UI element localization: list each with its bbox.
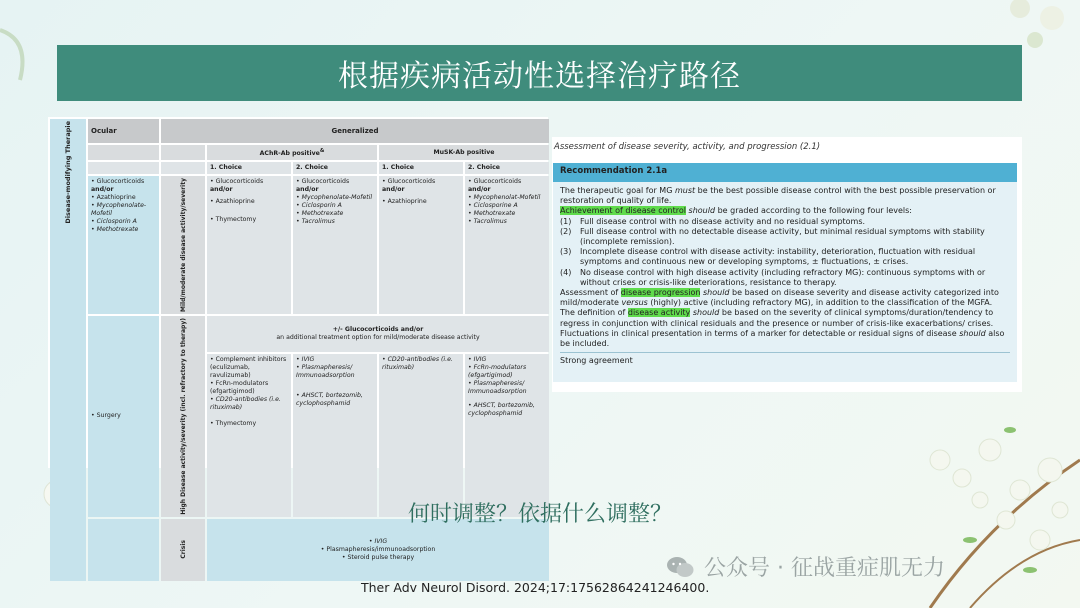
achr-mild-choice2 (293, 176, 377, 314)
text-span: should (685, 206, 716, 216)
mild-row-label: Mild/moderate disease activity/severity (179, 178, 187, 313)
level-4 (560, 268, 1010, 288)
text-span: versus (621, 298, 648, 308)
leaf-decoration-top-left (0, 20, 50, 100)
text-line: and/or (382, 186, 405, 194)
ocular-mild-cell (88, 176, 159, 314)
crisis-row-label-cell (161, 519, 205, 581)
level-text: Full disease control with no disease activity and no residual symptoms. (580, 216, 866, 226)
achr-high-choice1 (207, 354, 291, 516)
text-line: • Glucocorticoids (468, 178, 522, 186)
text-line: • Glucocorticoids (210, 178, 264, 186)
text-line: • Thymectomy (210, 420, 257, 428)
achr-sup: & (319, 148, 325, 154)
generalized-header: Generalized (161, 119, 549, 143)
ocular-header: Ocular (88, 119, 159, 143)
text-line: • CD20-antibodies (i.e. rituximab) (210, 396, 281, 412)
text-line: • Methotrexate (296, 210, 344, 218)
achr-choice2-header: 2. Choice (293, 162, 377, 174)
text-line: • Thymectomy (210, 216, 257, 224)
text-line: • AHSCT, bortezomib, cyclophosphamid (468, 402, 535, 418)
recommendation-panel (552, 137, 1022, 392)
musk-high-choice2 (465, 354, 549, 516)
text-line: • Mycophenolate-Mofetil (296, 194, 373, 202)
text-line: • CD20-antibodies (i.e. rituximab) (382, 356, 453, 372)
text-span: The definition of (560, 308, 628, 318)
musk-choice2-header: 2. Choice (465, 162, 549, 174)
text-line: • Plasmapheresis/ Immunoadsorption (296, 364, 355, 380)
musk-choice1-header: 1. Choice (379, 162, 463, 174)
text-span: also be included. (560, 328, 1005, 349)
recommendation-section-header: Assessment of disease severity, activity, and progression (2.1) (554, 142, 821, 152)
level-3 (560, 247, 1010, 267)
achr-choice1-header: 1. Choice (207, 162, 291, 174)
achr-high-choice2 (293, 354, 377, 516)
highlighted-text: disease activity (627, 308, 691, 318)
text-line: • Mycophenolate-Mofetil (91, 202, 147, 218)
text-span: must (674, 186, 696, 195)
text-span: be based on the severity of clinical symptoms/duration/tendency to regress in conjunction with clinical residuals and the presence or number of crisis-like exacerbations/ crises. Fluctuations in clinical presentation in terms of a marker for detectable or residual signs of disease (560, 308, 994, 338)
level-2 (560, 227, 1010, 247)
recommendation-title: Recommendation 2.1a (553, 163, 1017, 182)
rec-paragraph-1 (560, 186, 1010, 206)
recommendation-box (553, 163, 1017, 382)
musk-header: MuSK-Ab positive (379, 145, 549, 160)
text-line: and/or (468, 186, 491, 194)
text-line: • IVIG (368, 537, 388, 545)
level-text: Incomplete disease control with disease activity: instability, deterioration, fluctuation with residual symptoms and continuous new or developing symptoms, ± fluctuations, ± crises. (580, 247, 976, 267)
text-span: should (690, 308, 720, 318)
text-line: • Azathioprine (91, 194, 136, 202)
text-line: • Azathioprine (382, 198, 427, 206)
text-line: • Steroid pulse therapy (341, 553, 415, 561)
text-line: and/or (210, 186, 233, 194)
high-row-label-cell (161, 316, 205, 517)
side-label-cell (50, 119, 86, 581)
slide-question: 何时调整？依据什么调整？ (407, 502, 672, 527)
text-line: • Plasmapheresis/ Immunoadsorption (468, 380, 527, 396)
musk-mild-choice2 (465, 176, 549, 314)
text-line: • Plasmapheresis/immunoadsorption (320, 545, 436, 553)
wechat-account-name: 公众号 · 征战重症肌无力 (704, 556, 945, 581)
level-1 (560, 217, 1010, 227)
text-line: • FcRn-modulators (efgartigimod) (468, 364, 527, 380)
level-number: (2) (560, 226, 572, 236)
text-line: • IVIG (468, 356, 487, 364)
text-line: • AHSCT, bortezomib, cyclophosphamid (296, 392, 363, 408)
text-span: should (700, 288, 730, 298)
text-line: • Ciclosporine A (468, 202, 518, 210)
text-line: • Ciclosporin A (91, 218, 137, 226)
text-line: and/or (91, 186, 114, 194)
achr-header (207, 145, 377, 160)
text-line: • Azathioprine (210, 198, 255, 206)
crisis-row-label: Crisis (179, 540, 187, 559)
highlighted-text: Achievement of disease control (560, 206, 686, 216)
level-number: (1) (560, 216, 572, 226)
level-number: (4) (560, 267, 572, 277)
wechat-icon (666, 556, 694, 578)
achr-label: AChR-Ab positive (259, 150, 320, 158)
rec-paragraph-2 (560, 206, 1010, 216)
text-line: and/or (296, 186, 319, 194)
text-line: • Tacrolimus (296, 218, 335, 226)
level-text: Full disease control with no detectable disease activity, but minimal residual symptoms with stability (incomplete remission). (580, 226, 985, 247)
high-row-label: High Disease activity/severity (incl. refractory to therapy) (179, 318, 187, 515)
additional-option-cell (207, 316, 549, 352)
achr-mild-choice1 (207, 176, 291, 314)
text-line: an additional treatment option for mild/moderate disease activity (276, 334, 480, 342)
text-span: be graded according to the following four levels: (715, 206, 912, 216)
blank-choice-cell (88, 162, 159, 174)
rec-paragraph-4 (560, 308, 1010, 349)
citation: Ther Adv Neurol Disord. 2024;17:17562864241246400. (361, 580, 710, 595)
text-line: • Glucocorticoids (296, 178, 350, 186)
text-line: • Tacrolimus (468, 218, 507, 226)
wechat-watermark (666, 551, 945, 582)
ocular-crisis-cell (88, 519, 159, 581)
text-span: The therapeutic goal for MG (560, 186, 675, 195)
agreement-level: Strong agreement (560, 352, 1010, 366)
text-span: be based on disease severity and disease activity categorized into mild/moderate (560, 288, 999, 308)
blank-header-cell (88, 145, 159, 160)
ocular-high-cell (88, 316, 159, 517)
level-number: (3) (560, 247, 572, 257)
side-label: Disease-modifying Therapie (64, 121, 72, 224)
text-line: • Glucocorticoids (91, 178, 145, 186)
blank-choice-cell-2 (161, 162, 205, 174)
rec-paragraph-3 (560, 288, 1010, 308)
text-line: • Glucocorticoids (382, 178, 436, 186)
text-span: (highly) active (including refractory MG), in addition to the classification of the MGFA. (647, 298, 993, 308)
blank-header-cell-2 (161, 145, 205, 160)
text-span: Assessment of (560, 288, 621, 298)
text-line: • Complement inhibitors (eculizumab, ravulizumab) (210, 356, 287, 380)
text-line: • Methotrexate (91, 226, 139, 234)
text-line: • Ciclosporin A (296, 202, 342, 210)
musk-high-choice1 (379, 354, 463, 516)
text-line: +/- Glucocorticoids and/or (332, 326, 424, 334)
slide-title: 根据疾病活动性选择治疗路径 (338, 59, 741, 94)
musk-mild-choice1 (379, 176, 463, 314)
highlighted-text: disease progression (620, 288, 701, 298)
text-span: should (959, 328, 986, 338)
text-line: • Methotrexate (468, 210, 516, 218)
text-line: • Mycophenolat-Mofetil (468, 194, 541, 202)
mild-row-label-cell (161, 176, 205, 314)
text-line: • Surgery (91, 412, 121, 420)
text-span: be the best possible disease control with the best possible preservation or restoration of quality of life. (560, 186, 996, 206)
level-text: No disease control with high disease activity (including refractory MG): continuous symptoms with or without crises or crisis-like deteriorations, resistance to therapy. (580, 267, 986, 287)
recommendation-body (553, 182, 1017, 370)
text-line: • FcRn-modulators (efgartigimod) (210, 380, 269, 396)
text-line: • IVIG (296, 356, 315, 364)
slide-title-bar (57, 45, 1022, 101)
